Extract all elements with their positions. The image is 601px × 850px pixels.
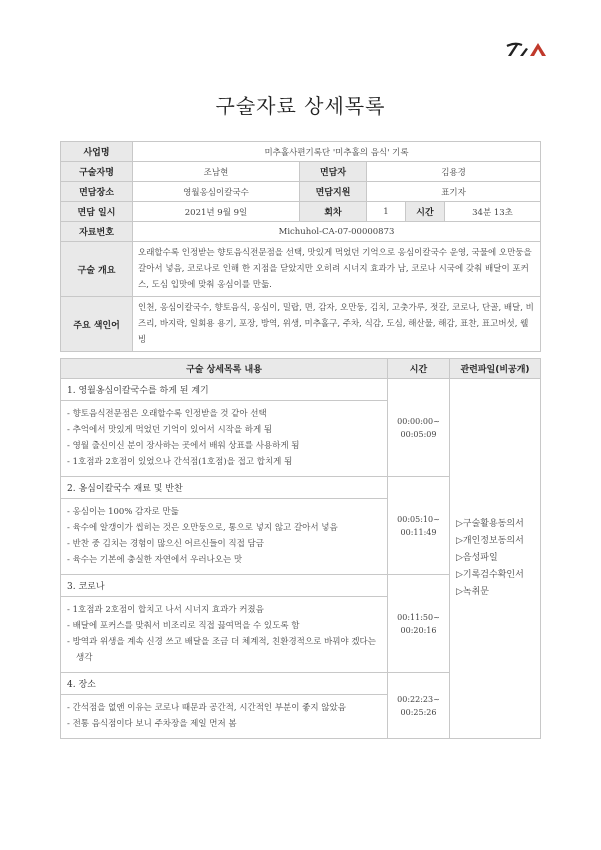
list-item: - 옹심이는 100% 감자로 만듦 [67,507,179,517]
section-time [388,673,450,739]
section-time [388,477,450,575]
files-header: 관련파일(비공개) [450,359,541,379]
list-item: - 추억에서 맛있게 먹었던 기억이 있어서 시작을 하게 됨 [67,425,273,435]
time-end: 00:05:09 [400,429,437,439]
section-content [61,673,388,739]
keywords-label: 주요 색인어 [61,297,133,352]
section-title: 4. 장소 [61,673,387,695]
list-item: - 배달에 포커스를 맞춰서 비조리로 직접 끓여먹을 수 있도록 함 [67,621,300,631]
section-title: 2. 옹심이칼국수 재료 및 반찬 [61,477,387,499]
session-label: 회차 [300,202,367,222]
metadata-table [60,141,541,352]
file-privacy: ▷개인정보동의서 [456,536,524,546]
narrator-label: 구술자명 [61,162,133,182]
place-label: 면담장소 [61,182,133,202]
time-header: 시간 [388,359,450,379]
date-value: 2021년 9월 9일 [133,202,300,222]
time-start: 00:05:10~ [397,514,440,524]
summary-label: 구술 개요 [61,242,133,297]
assistant-label: 면담지원 [300,182,367,202]
time-end: 00:11:49 [400,527,437,537]
list-item: - 간석점을 없앤 이유는 코로나 때문과 공간적, 시간적인 부분이 좋지 않았음 [67,703,346,713]
list-item: - 전통 음식점이다 보니 주차장을 제일 먼저 봄 [67,719,237,729]
section-time [388,379,450,477]
record-id-value: Michuhol-CA-07-00000873 [133,222,541,242]
list-item: - 1호점과 2호점이 합치고 나서 시너지 효과가 커졌음 [67,605,264,615]
duration-label: 시간 [406,202,445,222]
narrator-value: 조남현 [133,162,300,182]
assistant-value: 표기자 [367,182,541,202]
duration-value: 34분 13초 [445,202,541,222]
project-value: 미추홀사편기록단 '미추홀의 음식' 기록 [133,142,541,162]
keywords-value: 인천, 옹심이칼국수, 향토음식, 옹심이, 밀랍, 면, 감자, 오만둥, 김치, 고춧가루, 젓갈, 코로나, 단골, 배달, 비즈리, 바지락, 일회용 용기, 포장, 방역, 위생, 미추홀구, 주차, 식감, 도심, 해산물, 해감, 표찬, 표고버섯, 웰빙 [133,297,541,352]
detail-table [60,358,541,739]
time-end: 00:25:26 [400,707,437,717]
section-title: 1. 영월옹심이칼국수를 하게 된 계기 [61,379,387,401]
file-audio: ▷음성파일 [456,553,498,563]
section-content [61,379,388,477]
archive-logo [506,40,550,58]
list-item: - 육수에 알갱이가 씹히는 것은 오만둥으로, 통으로 넣지 않고 갈아서 넣음 [67,523,338,533]
time-end: 00:20:16 [400,625,437,635]
file-transcript: ▷녹취문 [456,587,490,597]
place-value: 영월옹심이칼국수 [133,182,300,202]
section-content [61,477,388,575]
section-time [388,575,450,673]
section-content [61,575,388,673]
content-header: 구술 상세목록 내용 [61,359,388,379]
session-value: 1 [367,202,406,222]
list-item: - 방역과 위생을 계속 신경 쓰고 배달을 조금 더 체계적, 친환경적으로 바꿔야 겠다는 생각 [67,637,376,663]
interviewer-label: 면담자 [300,162,367,182]
time-start: 00:22:23~ [397,694,440,704]
list-item: - 영월 출신이신 분이 장사하는 곳에서 배워 상표를 사용하게 됨 [67,441,300,451]
list-item: - 향토음식전문점은 오래할수록 인정받을 것 같아 선택 [67,409,267,419]
time-start: 00:11:50~ [397,612,440,622]
record-id-label: 자료번호 [61,222,133,242]
summary-value: 오래할수록 인정받는 향토음식전문점을 선택, 맛있게 먹었던 기억으로 옹심이칼국수 운영, 국물에 오만둥을 갈아서 넣음, 코로나로 인해 한 지점을 닫았지만 오히려 시너지 효과가 남, 코로나 시국에 갖춰 배달이 포커스, 도심 입맛에 맞춰 옹심이를 만듦. [133,242,541,297]
date-label: 면담 일시 [61,202,133,222]
file-review: ▷기록검수확인서 [456,570,524,580]
list-item: - 1호점과 2호점이 있었으나 간석점(1호점)을 접고 합치게 됨 [67,457,293,467]
project-label: 사업명 [61,142,133,162]
interviewer-value: 김용경 [367,162,541,182]
list-item: - 반찬 중 김치는 경험이 많으신 어르신들이 직접 담금 [67,539,264,549]
file-consent: ▷구술활용동의서 [456,519,524,529]
section-title: 3. 코로나 [61,575,387,597]
list-item: - 육수는 기본에 충실한 자연에서 우러나오는 맛 [67,555,243,565]
related-files [450,379,541,739]
time-start: 00:00:00~ [397,416,440,426]
page-title: 구술자료 상세목록 [215,94,386,118]
